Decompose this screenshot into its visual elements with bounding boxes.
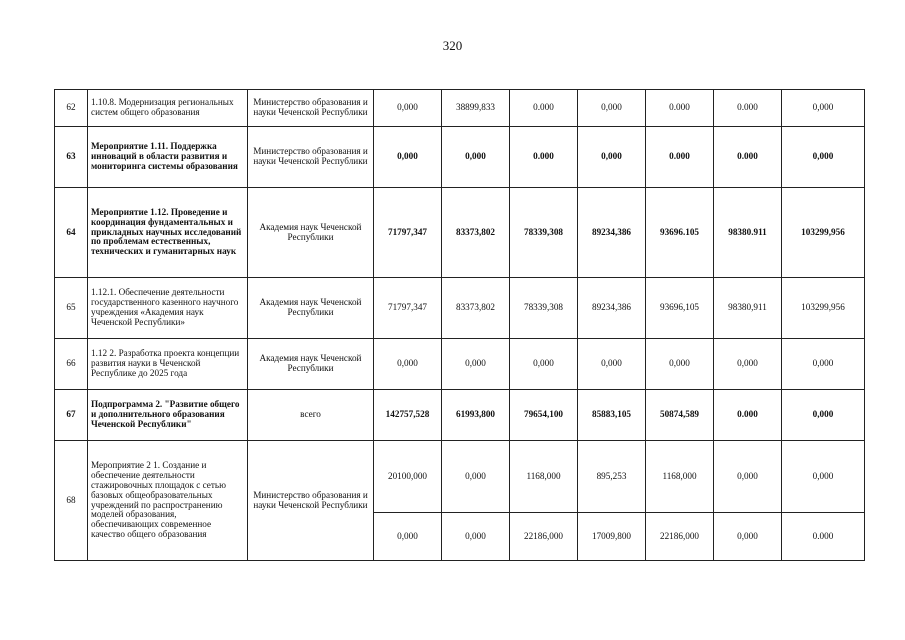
row-name: 1.10.8. Модернизация региональных систем общего образования xyxy=(88,90,248,127)
cell-value: 0,000 xyxy=(578,127,646,188)
cell-value: 1168,000 xyxy=(510,441,578,513)
cell-value: 0,000 xyxy=(374,513,442,561)
cell-value: 0,000 xyxy=(578,339,646,390)
cell-value: 0,000 xyxy=(374,90,442,127)
cell-value: 98380,911 xyxy=(714,278,782,339)
table-row xyxy=(55,390,865,441)
cell-value: 103299,956 xyxy=(782,278,865,339)
row-executor: Академия наук Чеченской Республики xyxy=(248,188,374,278)
cell-value: 0,000 xyxy=(442,339,510,390)
cell-value: 0,000 xyxy=(714,339,782,390)
budget-table xyxy=(54,89,865,561)
cell-value: 0,000 xyxy=(782,441,865,513)
cell-value: 0.000 xyxy=(714,90,782,127)
cell-value: 50874,589 xyxy=(646,390,714,441)
table-row xyxy=(55,278,865,339)
row-number: 62 xyxy=(55,90,88,127)
cell-value: 0.000 xyxy=(714,127,782,188)
cell-value: 0.000 xyxy=(510,127,578,188)
cell-value: 22186,000 xyxy=(510,513,578,561)
row-number: 66 xyxy=(55,339,88,390)
cell-value: 71797,347 xyxy=(374,278,442,339)
row-name: Мероприятие 1.12. Проведение и координация фундаментальных и прикладных научных исследований по проблемам естественных, технических и гуманитарных наук xyxy=(88,188,248,278)
cell-value: 38899,833 xyxy=(442,90,510,127)
row-executor: Академия наук Чеченской Республики xyxy=(248,278,374,339)
row-executor: Министерство образования и науки Чеченской Республики xyxy=(248,127,374,188)
row-executor: Министерство образования и науки Чеченской Республики xyxy=(248,441,374,561)
table-row xyxy=(55,127,865,188)
table-row xyxy=(55,339,865,390)
cell-value: 83373,802 xyxy=(442,188,510,278)
cell-value: 142757,528 xyxy=(374,390,442,441)
cell-value: 0.000 xyxy=(646,127,714,188)
cell-value: 83373,802 xyxy=(442,278,510,339)
row-number: 63 xyxy=(55,127,88,188)
row-name: Подпрограмма 2. "Развитие общего и дополнительного образования Чеченской Республики" xyxy=(88,390,248,441)
cell-value: 78339,308 xyxy=(510,188,578,278)
cell-value: 98380.911 xyxy=(714,188,782,278)
cell-value: 0.000 xyxy=(510,90,578,127)
cell-value: 71797,347 xyxy=(374,188,442,278)
cell-value: 89234,386 xyxy=(578,278,646,339)
cell-value: 0,000 xyxy=(578,90,646,127)
cell-value: 103299,956 xyxy=(782,188,865,278)
cell-value: 93696.105 xyxy=(646,188,714,278)
row-number: 65 xyxy=(55,278,88,339)
row-name: Мероприятие 1.11. Поддержка инноваций в области развития и мониторинга системы образования xyxy=(88,127,248,188)
cell-value: 0,000 xyxy=(442,513,510,561)
cell-value: 20100,000 xyxy=(374,441,442,513)
cell-value: 0,000 xyxy=(442,441,510,513)
cell-value: 0,000 xyxy=(442,127,510,188)
cell-value: 0,000 xyxy=(714,513,782,561)
cell-value: 0,000 xyxy=(782,339,865,390)
cell-value: 93696,105 xyxy=(646,278,714,339)
row-executor: всего xyxy=(248,390,374,441)
cell-value: 0,000 xyxy=(374,127,442,188)
page-number: 320 xyxy=(442,38,463,53)
cell-value: 0.000 xyxy=(782,513,865,561)
cell-value: 0.000 xyxy=(714,390,782,441)
row-executor: Академия наук Чеченской Республики xyxy=(248,339,374,390)
row-number: 67 xyxy=(55,390,88,441)
table-row xyxy=(55,188,865,278)
cell-value: 0,000 xyxy=(782,127,865,188)
cell-value: 61993,800 xyxy=(442,390,510,441)
row-name: Мероприятие 2 1. Создание и обеспечение деятельности стажировочных площадок с сетью базовых общеобразовательных учреждений по распространению моделей образования, обеспечивающих современное качество общего образования xyxy=(88,441,248,561)
row-executor: Министерство образования и науки Чеченской Республики xyxy=(248,90,374,127)
cell-value: 0,000 xyxy=(782,390,865,441)
cell-value: 85883,105 xyxy=(578,390,646,441)
cell-value: 0,000 xyxy=(374,339,442,390)
row-number: 68 xyxy=(55,441,88,561)
cell-value: 0,000 xyxy=(510,339,578,390)
cell-value: 0,000 xyxy=(714,441,782,513)
row-number: 64 xyxy=(55,188,88,278)
cell-value: 78339,308 xyxy=(510,278,578,339)
table-row xyxy=(55,90,865,127)
cell-value: 89234,386 xyxy=(578,188,646,278)
row-name: 1.12 2. Разработка проекта концепции развития науки в Чеченской Республике до 2025 года xyxy=(88,339,248,390)
cell-value: 1168,000 xyxy=(646,441,714,513)
cell-value: 79654,100 xyxy=(510,390,578,441)
cell-value: 22186,000 xyxy=(646,513,714,561)
cell-value: 17009,800 xyxy=(578,513,646,561)
row-name: 1.12.1. Обеспечение деятельности государственного казенного научного учреждения «Академия наук Чеченской Республики» xyxy=(88,278,248,339)
cell-value: 895,253 xyxy=(578,441,646,513)
cell-value: 0.000 xyxy=(646,90,714,127)
cell-value: 0,000 xyxy=(646,339,714,390)
table-row xyxy=(55,441,865,513)
cell-value: 0,000 xyxy=(782,90,865,127)
